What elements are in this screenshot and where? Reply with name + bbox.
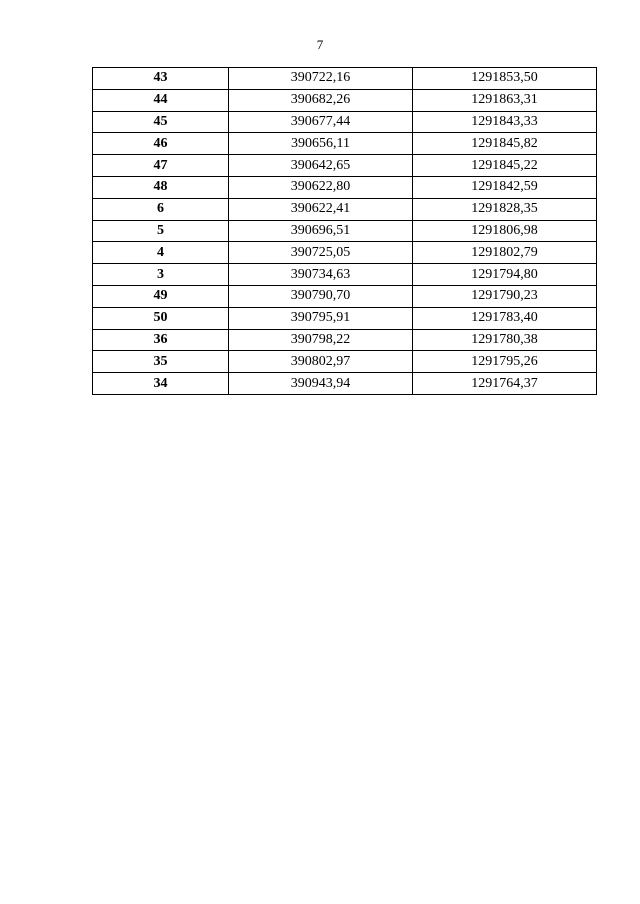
point-number-cell: 36 xyxy=(93,329,229,351)
coordinates-table-body xyxy=(93,68,597,395)
y-coordinate-cell: 1291843,33 xyxy=(413,111,597,133)
y-coordinate-cell: 1291802,79 xyxy=(413,242,597,264)
y-coordinate-cell: 1291794,80 xyxy=(413,264,597,286)
table-row xyxy=(93,176,597,198)
point-number-cell: 46 xyxy=(93,133,229,155)
point-number-cell: 48 xyxy=(93,176,229,198)
x-coordinate-cell: 390725,05 xyxy=(229,242,413,264)
x-coordinate-cell: 390734,63 xyxy=(229,264,413,286)
table-row xyxy=(93,351,597,373)
point-number-cell: 43 xyxy=(93,68,229,90)
point-number-cell: 50 xyxy=(93,307,229,329)
page-number: 7 xyxy=(316,37,324,52)
x-coordinate-cell: 390943,94 xyxy=(229,373,413,395)
point-number-cell: 4 xyxy=(93,242,229,264)
x-coordinate-cell: 390790,70 xyxy=(229,285,413,307)
table-row xyxy=(93,307,597,329)
y-coordinate-cell: 1291795,26 xyxy=(413,351,597,373)
y-coordinate-cell: 1291806,98 xyxy=(413,220,597,242)
x-coordinate-cell: 390696,51 xyxy=(229,220,413,242)
table-row xyxy=(93,198,597,220)
y-coordinate-cell: 1291863,31 xyxy=(413,89,597,111)
point-number-cell: 3 xyxy=(93,264,229,286)
y-coordinate-cell: 1291845,82 xyxy=(413,133,597,155)
table-row xyxy=(93,155,597,177)
point-number-cell: 6 xyxy=(93,198,229,220)
table-row xyxy=(93,133,597,155)
x-coordinate-cell: 390622,80 xyxy=(229,176,413,198)
x-coordinate-cell: 390642,65 xyxy=(229,155,413,177)
y-coordinate-cell: 1291845,22 xyxy=(413,155,597,177)
table-row xyxy=(93,329,597,351)
x-coordinate-cell: 390798,22 xyxy=(229,329,413,351)
point-number-cell: 35 xyxy=(93,351,229,373)
x-coordinate-cell: 390682,26 xyxy=(229,89,413,111)
x-coordinate-cell: 390802,97 xyxy=(229,351,413,373)
point-number-cell: 47 xyxy=(93,155,229,177)
table-row xyxy=(93,264,597,286)
x-coordinate-cell: 390677,44 xyxy=(229,111,413,133)
y-coordinate-cell: 1291853,50 xyxy=(413,68,597,90)
coordinates-table xyxy=(92,67,597,395)
table-row xyxy=(93,285,597,307)
y-coordinate-cell: 1291790,23 xyxy=(413,285,597,307)
y-coordinate-cell: 1291842,59 xyxy=(413,176,597,198)
table-row xyxy=(93,373,597,395)
x-coordinate-cell: 390622,41 xyxy=(229,198,413,220)
point-number-cell: 45 xyxy=(93,111,229,133)
table-row xyxy=(93,68,597,90)
table-row xyxy=(93,220,597,242)
x-coordinate-cell: 390656,11 xyxy=(229,133,413,155)
y-coordinate-cell: 1291828,35 xyxy=(413,198,597,220)
table-row xyxy=(93,89,597,111)
y-coordinate-cell: 1291783,40 xyxy=(413,307,597,329)
x-coordinate-cell: 390722,16 xyxy=(229,68,413,90)
x-coordinate-cell: 390795,91 xyxy=(229,307,413,329)
y-coordinate-cell: 1291780,38 xyxy=(413,329,597,351)
point-number-cell: 5 xyxy=(93,220,229,242)
point-number-cell: 34 xyxy=(93,373,229,395)
table-row xyxy=(93,242,597,264)
y-coordinate-cell: 1291764,37 xyxy=(413,373,597,395)
point-number-cell: 49 xyxy=(93,285,229,307)
table-row xyxy=(93,111,597,133)
point-number-cell: 44 xyxy=(93,89,229,111)
